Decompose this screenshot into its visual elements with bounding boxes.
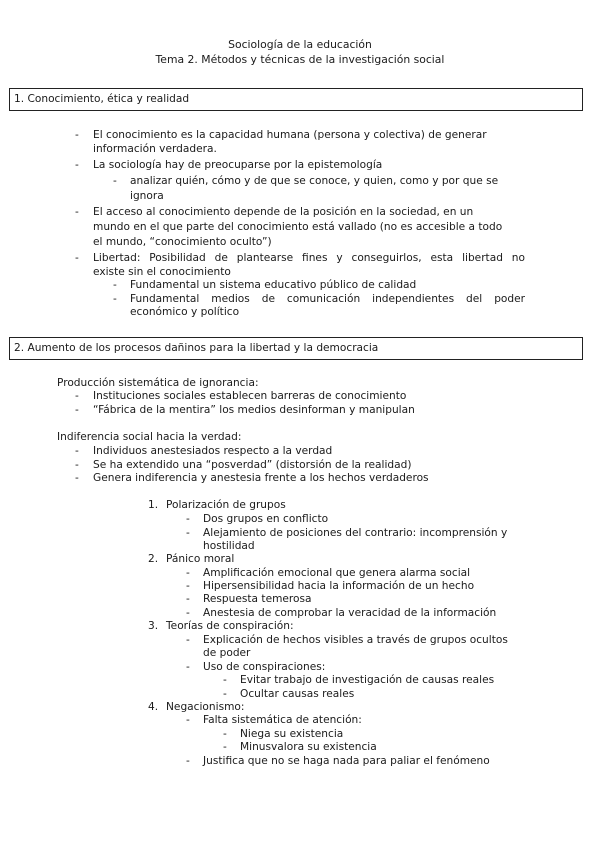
document-title: Sociología de la educación (228, 38, 372, 51)
bullet-dash: - (75, 459, 79, 471)
bullet-dash: - (113, 293, 117, 305)
bullet-dash: - (186, 580, 190, 592)
item-4-bullet-1: Falta sistemática de atención: (203, 714, 362, 726)
section-1-heading-box (9, 88, 583, 111)
s1-bullet-1-line-1: El conocimiento es la capacidad humana (persona y colectiva) de generar (93, 129, 487, 141)
s2-paragraph-1: Producción sistemática de ignorancia: (57, 377, 259, 389)
section-1-heading: 1. Conocimiento, ética y realidad (14, 93, 190, 105)
section-2-heading-box (9, 337, 583, 360)
list-number: 3. (148, 620, 159, 632)
item-1-title: Polarización de grupos (166, 499, 286, 511)
s1-bullet-2-sub-line-1: analizar quién, cómo y de que se conoce, y quien, como y por que se (130, 175, 499, 187)
bullet-dash: - (186, 661, 190, 673)
s1-bullet-4-sub-2-line-2: económico y político (130, 306, 240, 318)
item-1-bullet-2-line-1: Alejamiento de posiciones del contrario: incomprensión y (203, 527, 508, 539)
s2-p2-bullet-2: Se ha extendido una “posverdad” (distorsión de la realidad) (93, 459, 412, 471)
bullet-dash: - (113, 175, 117, 187)
bullet-dash: - (186, 567, 190, 579)
s2-paragraph-2: Indiferencia social hacia la verdad: (57, 431, 242, 443)
item-3-bullet-2: Uso de conspiraciones: (203, 661, 326, 673)
bullet-dash: - (186, 593, 190, 605)
bullet-dash: - (75, 206, 79, 218)
item-3-bullet-1-line-2: de poder (203, 647, 251, 659)
item-2-title: Pánico moral (166, 553, 235, 565)
bullet-dash: - (75, 390, 79, 402)
section-2-heading: 2. Aumento de los procesos dañinos para la libertad y la democracia (14, 342, 379, 354)
s1-bullet-3-line-2: mundo en el que parte del conocimiento está vallado (no es accesible a todo (93, 221, 503, 233)
bullet-dash: - (75, 129, 79, 141)
s1-bullet-4-sub-1: Fundamental un sistema educativo público de calidad (130, 279, 417, 291)
bullet-dash: - (75, 404, 79, 416)
bullet-dash: - (223, 741, 227, 753)
s1-bullet-3-line-1: El acceso al conocimiento depende de la posición en la sociedad, en un (93, 206, 474, 218)
bullet-dash: - (75, 472, 79, 484)
bullet-dash: - (113, 279, 117, 291)
item-4-sub-2: Minusvalora su existencia (240, 741, 377, 753)
bullet-dash: - (186, 513, 190, 525)
bullet-dash: - (223, 674, 227, 686)
item-4-title: Negacionismo: (166, 701, 245, 713)
bullet-dash: - (186, 755, 190, 767)
item-1-bullet-2-line-2: hostilidad (203, 540, 255, 552)
bullet-dash: - (223, 728, 227, 740)
document-subtitle: Tema 2. Métodos y técnicas de la investigación social (155, 53, 445, 66)
item-4-bullet-2: Justifica que no se haga nada para paliar el fenómeno (203, 755, 490, 767)
bullet-dash: - (186, 527, 190, 539)
item-2-bullet-2: Hipersensibilidad hacia la información de un hecho (203, 580, 475, 592)
item-3-sub-2: Ocultar causas reales (240, 688, 355, 700)
s1-bullet-2: La sociología hay de preocuparse por la epistemología (93, 159, 383, 171)
bullet-dash: - (75, 445, 79, 457)
s1-bullet-4-line-1: Libertad: Posibilidad de plantearse fines y conseguirlos, esta libertad no (93, 252, 525, 264)
list-number: 1. (148, 499, 159, 511)
bullet-dash: - (186, 714, 190, 726)
bullet-dash: - (186, 607, 190, 619)
s1-bullet-1-line-2: información verdadera. (93, 143, 217, 155)
bullet-dash: - (75, 159, 79, 171)
item-2-bullet-3: Respuesta temerosa (203, 593, 312, 605)
s1-bullet-4-line-2: existe sin el conocimiento (93, 266, 231, 278)
s2-p1-bullet-2: “Fábrica de la mentira” los medios desinforman y manipulan (93, 404, 415, 416)
item-2-bullet-1: Amplificación emocional que genera alarma social (203, 567, 471, 579)
s1-bullet-4-sub-2-line-1: Fundamental medios de comunicación independientes del poder (130, 293, 525, 305)
bullet-dash: - (223, 688, 227, 700)
item-2-bullet-4: Anestesia de comprobar la veracidad de la información (203, 607, 497, 619)
item-4-sub-1: Niega su existencia (240, 728, 344, 740)
list-number: 4. (148, 701, 159, 713)
item-3-bullet-1-line-1: Explicación de hechos visibles a través de grupos ocultos (203, 634, 508, 646)
s2-p1-bullet-1: Instituciones sociales establecen barreras de conocimiento (93, 390, 407, 402)
item-3-sub-1: Evitar trabajo de investigación de causas reales (240, 674, 495, 686)
bullet-dash: - (186, 634, 190, 646)
s2-p2-bullet-1: Individuos anestesiados respecto a la verdad (93, 445, 333, 457)
item-1-bullet-1: Dos grupos en conflicto (203, 513, 329, 525)
s1-bullet-2-sub-line-2: ignora (130, 190, 164, 202)
s2-p2-bullet-3: Genera indiferencia y anestesia frente a los hechos verdaderos (93, 472, 429, 484)
s1-bullet-3-line-3: el mundo, “conocimiento oculto”) (93, 236, 272, 248)
bullet-dash: - (75, 252, 79, 264)
item-3-title: Teorías de conspiración: (166, 620, 294, 632)
list-number: 2. (148, 553, 159, 565)
